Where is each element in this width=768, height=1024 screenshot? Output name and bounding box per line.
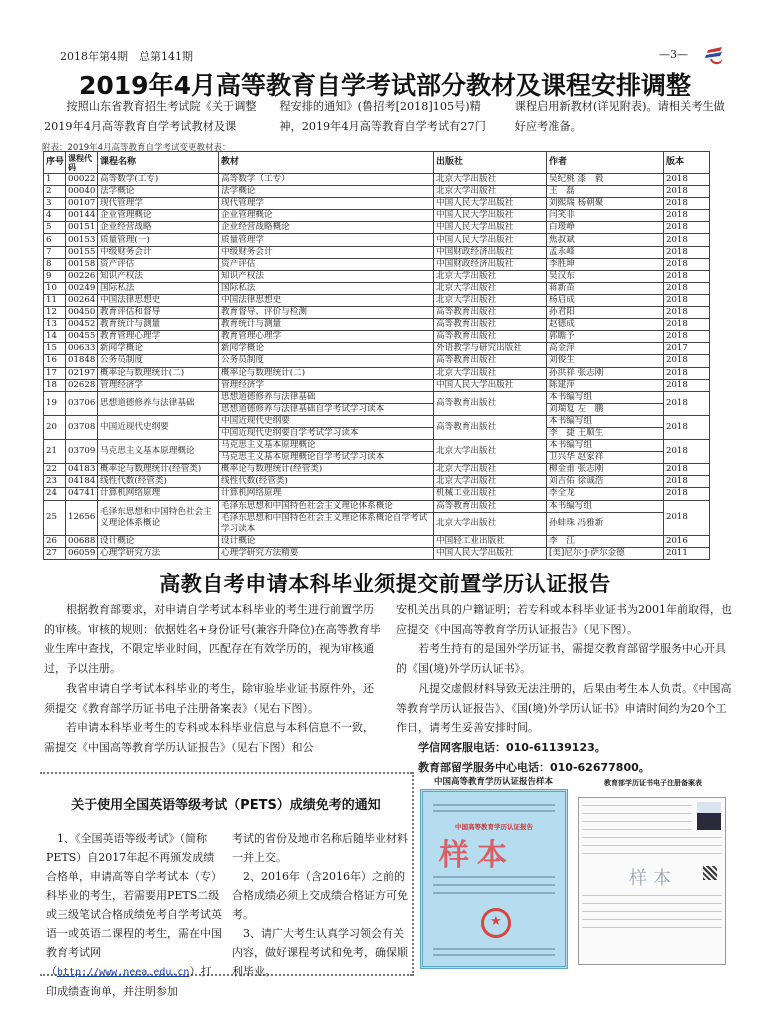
header-edition: 版本 xyxy=(664,152,710,174)
cell-course: 概率论与数理统计(二) xyxy=(98,367,219,379)
cell-course: 中级财务会计 xyxy=(98,246,219,258)
cell-author: 高金萍 xyxy=(547,343,664,355)
cell-textbook: 企业管理概论 xyxy=(219,210,434,222)
cell-course: 思想道德修养与法律基础 xyxy=(98,391,219,415)
cell-no: 17 xyxy=(44,367,66,379)
cell-course: 线性代数(经管类) xyxy=(98,476,219,488)
cell-no: 12 xyxy=(44,307,66,319)
form-row xyxy=(582,830,722,838)
cell-textbook: 公务员制度 xyxy=(219,355,434,367)
issue-label: 2018年第4期 总第141期 xyxy=(60,50,193,63)
cell-code: 04184 xyxy=(66,476,98,488)
official-seal-icon xyxy=(481,908,511,938)
cell-author: 刘俊生 xyxy=(547,355,664,367)
cell-textbook: 中国近现代史纲要 xyxy=(219,415,434,427)
cell-publisher: 中国人民大学出版社 xyxy=(434,210,547,222)
paragraph: 根据教育部要求，对申请自学考试本科毕业的考生进行前置学历的审核。审核的规则：依据姓名+身份证号(兼容升降位)在高等教育毕业生库中查找，不限定毕业时间，匹配存在有效学历的，视为审核通过，予以注册。 xyxy=(44,603,381,676)
table-row xyxy=(44,500,710,512)
cell-publisher: 高等教育出版社 xyxy=(434,391,547,415)
table-row xyxy=(44,391,710,403)
cell-publisher: 中国人民大学出版社 xyxy=(434,547,547,559)
text-line xyxy=(433,876,555,878)
article-intro xyxy=(44,97,734,137)
form-row xyxy=(582,838,722,846)
qr-code-icon xyxy=(703,866,717,880)
cell-textbook: 国际私法 xyxy=(219,282,434,294)
form-row xyxy=(582,904,722,912)
cell-edition: 2018 xyxy=(664,294,710,306)
page-number: —3— xyxy=(659,48,688,61)
pets-item-2: 2、2016年（含2016年）之前的合格成绩必须上交成绩合格证方可免考。 xyxy=(232,870,408,921)
cell-no: 8 xyxy=(44,258,66,270)
table-row xyxy=(44,488,710,500)
cell-textbook: 教育统计与测量 xyxy=(219,319,434,331)
cell-textbook: 思想道德修养与法律基础自学考试学习读本 xyxy=(219,403,434,415)
form-row xyxy=(582,920,722,928)
table-row xyxy=(44,294,710,306)
cell-course: 质量管理(一) xyxy=(98,234,219,246)
form-row xyxy=(582,806,692,814)
cell-author: 杨启成 xyxy=(547,294,664,306)
cell-code: 00633 xyxy=(66,343,98,355)
pets-item-1-cont: 考试的省份及地市名称后随毕业材料一并上交。 xyxy=(232,832,408,864)
cell-code: 12656 xyxy=(66,500,98,535)
form-row xyxy=(582,912,722,920)
cell-course: 心理学研究方法 xyxy=(98,547,219,559)
table-row xyxy=(44,367,710,379)
table-row xyxy=(44,355,710,367)
table-row xyxy=(44,307,710,319)
cell-no: 9 xyxy=(44,270,66,282)
cell-author: 刘吉佑 徐诚浩 xyxy=(547,476,664,488)
sample-documents xyxy=(416,775,734,975)
cell-course: 法学概论 xyxy=(98,186,219,198)
pets-left-column xyxy=(46,829,222,1001)
cell-no: 3 xyxy=(44,198,66,210)
header-textbook: 教材 xyxy=(219,152,434,174)
cell-textbook: 法学概论 xyxy=(219,186,434,198)
cell-author: 本书编写组 xyxy=(547,391,664,403)
paragraph: 安机关出具的户籍证明；若专科或本科毕业证书为2001年前取得，也应提交《中国高等教育学历认证报告》（见下图）。 xyxy=(396,603,732,636)
cell-publisher: 北京大学出版社 xyxy=(434,282,547,294)
cell-textbook: 思想道德修养与法律基础 xyxy=(219,391,434,403)
text-line xyxy=(433,954,555,956)
cell-author: 孟永峰 xyxy=(547,246,664,258)
cell-code: 03706 xyxy=(66,391,98,415)
cell-publisher: 高等教育出版社 xyxy=(434,319,547,331)
form-row xyxy=(582,814,692,822)
cell-textbook: 知识产权法 xyxy=(219,270,434,282)
cell-author: 赵德成 xyxy=(547,319,664,331)
cell-publisher: 北京大学出版社 xyxy=(434,270,547,282)
cell-textbook: 线性代数(经管类) xyxy=(219,476,434,488)
cell-publisher: 北京大学出版社 xyxy=(434,476,547,488)
table-row xyxy=(44,319,710,331)
cell-edition: 2018 xyxy=(664,222,710,234)
cell-no: 18 xyxy=(44,379,66,391)
cell-no: 23 xyxy=(44,476,66,488)
cell-author: 焦叔斌 xyxy=(547,234,664,246)
cell-textbook: 高等数学（工专） xyxy=(219,174,434,186)
divider xyxy=(412,772,414,976)
cell-code: 03709 xyxy=(66,440,98,464)
cell-publisher: 高等教育出版社 xyxy=(434,355,547,367)
cell-textbook: 教育管理心理学 xyxy=(219,331,434,343)
form-row xyxy=(582,846,722,854)
cell-publisher: 北京大学出版社 xyxy=(434,186,547,198)
cell-course: 设计概论 xyxy=(98,535,219,547)
cell-author: [美]尼尔·J·萨尔金德 xyxy=(547,547,664,559)
cell-textbook: 管理经济学 xyxy=(219,379,434,391)
cell-no: 5 xyxy=(44,222,66,234)
cell-no: 6 xyxy=(44,234,66,246)
paragraph: 若考生持有的是国外学历证书，需提交教育部留学服务中心开具的《国(境)外学历认证书》。 xyxy=(396,642,726,676)
cell-code: 00107 xyxy=(66,198,98,210)
table-row xyxy=(44,440,710,452)
table-row xyxy=(44,210,710,222)
cell-edition: 2018 xyxy=(664,476,710,488)
cell-course: 中国法律思想史 xyxy=(98,294,219,306)
paragraph: 我省申请自学考试本科毕业的考生，除审验毕业证书原件外，还须提交《教育部学历证书电子注册备案表》（见右下图）。 xyxy=(44,681,374,715)
cell-edition: 2018 xyxy=(664,234,710,246)
header-publisher: 出版社 xyxy=(434,152,547,174)
cell-edition: 2018 xyxy=(664,440,710,464)
text-line xyxy=(433,884,555,886)
table-row xyxy=(44,246,710,258)
cell-author: 本书编写组 xyxy=(547,440,664,452)
cell-no: 27 xyxy=(44,547,66,559)
cell-publisher: 中国人民大学出版社 xyxy=(434,379,547,391)
cell-code: 02197 xyxy=(66,367,98,379)
cell-textbook: 企业经营战略概论 xyxy=(219,222,434,234)
table-row xyxy=(44,464,710,476)
cell-code: 00688 xyxy=(66,535,98,547)
report-inner-title: 中国高等教育学历认证报告 xyxy=(455,823,533,831)
cell-textbook: 毛泽东思想和中国特色社会主义理论体系概论自学考试学习读本 xyxy=(219,512,434,535)
cell-publisher: 北京大学出版社 xyxy=(434,294,547,306)
table-row xyxy=(44,547,710,559)
cell-code: 00158 xyxy=(66,258,98,270)
cell-edition: 2018 xyxy=(664,270,710,282)
cell-edition: 2018 xyxy=(664,319,710,331)
cell-code: 02628 xyxy=(66,379,98,391)
cell-code: 00022 xyxy=(66,174,98,186)
cell-textbook: 毛泽东思想和中国特色社会主义理论体系概论 xyxy=(219,500,434,512)
table-row xyxy=(44,282,710,294)
cell-edition: 2018 xyxy=(664,415,710,439)
form-row xyxy=(582,822,692,830)
cell-textbook: 马克思主义基本原理概论 xyxy=(219,440,434,452)
cell-edition: 2018 xyxy=(664,500,710,535)
cell-publisher: 北京大学出版社 xyxy=(434,367,547,379)
cell-edition: 2018 xyxy=(664,464,710,476)
cell-code: 00153 xyxy=(66,234,98,246)
cell-publisher: 中国人民大学出版社 xyxy=(434,198,547,210)
cell-no: 25 xyxy=(44,500,66,535)
table-row xyxy=(44,415,710,427)
cell-publisher: 高等教育出版社 xyxy=(434,307,547,319)
cell-author: 刘瑞复 左 鹏 xyxy=(547,403,664,415)
cell-no: 15 xyxy=(44,343,66,355)
cell-edition: 2016 xyxy=(664,535,710,547)
text-line xyxy=(433,892,555,894)
cell-textbook: 计算机网络原理 xyxy=(219,488,434,500)
degree-left-column xyxy=(44,600,382,777)
degree-verification-body xyxy=(44,600,734,777)
cell-course: 企业经营战略 xyxy=(98,222,219,234)
pets-item-1-text: 1、《全国英语等级考试》（简称PETS）自2017年起不再颁发成绩合格单，申请高等自学考试本（专）科毕业的考生，若需要用PETS二级或三级笔试合格成绩免考自学考试英语一或英语二课程的考生，需在中国教育考试网（ xyxy=(46,832,222,978)
cell-no: 26 xyxy=(44,535,66,547)
cell-no: 21 xyxy=(44,440,66,464)
table-row xyxy=(44,331,710,343)
cell-textbook: 中国近现代史纲要自学考试学习读本 xyxy=(219,427,434,439)
cell-course: 企业管理概论 xyxy=(98,210,219,222)
table-row xyxy=(44,379,710,391)
cell-textbook: 中国法律思想史 xyxy=(219,294,434,306)
article-title-textbook-changes: 2019年4月高等教育自学考试部分教材及课程安排调整 xyxy=(79,71,691,100)
table-header-row xyxy=(44,152,710,174)
cell-textbook: 概率论与数理统计(二) xyxy=(219,367,434,379)
chsi-hotline: 学信网客服电话：010-61139123。 xyxy=(418,740,606,754)
table-caption: 附表：2019年4月高等教育自学考试变更教材表： xyxy=(42,143,231,153)
cell-edition: 2018 xyxy=(664,367,710,379)
cell-course: 概率论与数理统计(经管类) xyxy=(98,464,219,476)
page-header xyxy=(60,44,728,64)
report-sample-image xyxy=(420,789,568,969)
cell-no: 19 xyxy=(44,391,66,415)
table-row xyxy=(44,174,710,186)
cell-author: 孙君阳 xyxy=(547,307,664,319)
cell-publisher: 中国轻工业出版社 xyxy=(434,535,547,547)
textbook-change-table xyxy=(43,151,710,560)
cell-code: 01848 xyxy=(66,355,98,367)
cell-edition: 2018 xyxy=(664,379,710,391)
cell-edition: 2018 xyxy=(664,210,710,222)
publication-logo-icon xyxy=(702,44,728,68)
cell-publisher: 北京大学出版社 xyxy=(434,440,547,464)
cell-textbook: 马克思主义基本原理概论自学考试学习读本 xyxy=(219,452,434,464)
cell-author: 陈建萍 xyxy=(547,379,664,391)
cell-edition: 2018 xyxy=(664,307,710,319)
table-row xyxy=(44,222,710,234)
cell-course: 公务员制度 xyxy=(98,355,219,367)
cell-textbook: 资产评估 xyxy=(219,258,434,270)
record-sample-stamp: 样本 xyxy=(629,868,677,889)
text-line xyxy=(433,948,555,950)
table-row xyxy=(44,343,710,355)
cell-edition: 2011 xyxy=(664,547,710,559)
cell-edition: 2017 xyxy=(664,343,710,355)
cell-course: 新闻学概论 xyxy=(98,343,219,355)
cell-code: 00450 xyxy=(66,307,98,319)
cell-edition: 2018 xyxy=(664,355,710,367)
table-row xyxy=(44,234,710,246)
cell-author: 闫笑非 xyxy=(547,210,664,222)
pets-notice-title: 关于使用全国英语等级考试（PETS）成绩免考的通知 xyxy=(71,798,381,813)
intro-column-3: 课程启用新教材(详见附表)。请相关考生做好应考准备。 xyxy=(514,100,725,133)
cell-edition: 2018 xyxy=(664,488,710,500)
cell-code: 00264 xyxy=(66,294,98,306)
cell-no: 4 xyxy=(44,210,66,222)
header-author: 作者 xyxy=(547,152,664,174)
cell-edition: 2018 xyxy=(664,186,710,198)
cell-author: 柳金甫 张志刚 xyxy=(547,464,664,476)
cell-no: 11 xyxy=(44,294,66,306)
cell-code: 00151 xyxy=(66,222,98,234)
cell-author: 孙蚌珠 冯雅新 xyxy=(547,512,664,535)
cell-course: 计算机网络原理 xyxy=(98,488,219,500)
cell-code: 00144 xyxy=(66,210,98,222)
pets-item-3: 3、请广大考生认真学习领会有关内容，做好课程考试和免考，确保顺利毕业。 xyxy=(232,927,408,978)
pets-right-column xyxy=(232,829,408,1001)
cell-code: 00040 xyxy=(66,186,98,198)
pets-notice-body xyxy=(46,829,408,1001)
cell-code: 00452 xyxy=(66,319,98,331)
intro-column-1: 按照山东省教育招生考试院《关于调整2019年4月高等教育自学考试教材及课 xyxy=(44,100,257,133)
cell-author: 李全龙 xyxy=(547,488,664,500)
cell-edition: 2018 xyxy=(664,331,710,343)
cell-author: 蒋新苗 xyxy=(547,282,664,294)
cell-publisher: 高等教育出版社 xyxy=(434,331,547,343)
pets-notice-box xyxy=(40,772,412,998)
cell-textbook: 中级财务会计 xyxy=(219,246,434,258)
cell-no: 1 xyxy=(44,174,66,186)
cell-author: 本书编写组 xyxy=(547,500,664,512)
cell-author: 吴汉东 xyxy=(547,270,664,282)
cell-course: 现代管理学 xyxy=(98,198,219,210)
cell-publisher: 外语教学与研究出版社 xyxy=(434,343,547,355)
cell-textbook: 质量管理学 xyxy=(219,234,434,246)
cell-course: 资产评估 xyxy=(98,258,219,270)
paragraph: 若申请本科毕业考生的专科或本科毕业信息与本科信息不一致，需提交《中国高等教育学历认证报告》（见右下图）和公 xyxy=(44,721,374,754)
sample-stamp: 样本 xyxy=(439,838,515,873)
cell-textbook: 概率论与数理统计(经管类) xyxy=(219,464,434,476)
cell-code: 06059 xyxy=(66,547,98,559)
cell-author: 李 江 xyxy=(547,535,664,547)
cell-publisher: 机械工业出版社 xyxy=(434,488,547,500)
cell-publisher: 北京大学出版社 xyxy=(434,464,547,476)
article-title-degree-verification: 高教自考申请本科毕业须提交前置学历认证报告 xyxy=(159,572,611,596)
table-row xyxy=(44,186,710,198)
intro-column-2: 程安排的通知》(鲁招考[2018]105号)精神，2019年4月高等教育自学考试有27门 xyxy=(279,100,486,133)
cell-code: 04741 xyxy=(66,488,98,500)
cell-author: 李胜坤 xyxy=(547,258,664,270)
cell-author: 本书编写组 xyxy=(547,415,664,427)
cell-course: 教育统计与测量 xyxy=(98,319,219,331)
record-sample-image xyxy=(578,797,726,965)
cell-textbook: 新闻学概论 xyxy=(219,343,434,355)
cell-no: 24 xyxy=(44,488,66,500)
cell-publisher: 高等教育出版社 xyxy=(434,415,547,439)
cell-course: 教育管理心理学 xyxy=(98,331,219,343)
cell-textbook: 设计概论 xyxy=(219,535,434,547)
cell-code: 00249 xyxy=(66,282,98,294)
cell-course: 知识产权法 xyxy=(98,270,219,282)
table-row xyxy=(44,258,710,270)
cell-code: 00226 xyxy=(66,270,98,282)
cell-publisher: 中国财政经济出版社 xyxy=(434,258,547,270)
cell-textbook: 现代管理学 xyxy=(219,198,434,210)
cell-textbook: 心理学研究方法精要 xyxy=(219,547,434,559)
cell-course: 马克思主义基本原理概论 xyxy=(98,440,219,464)
cell-publisher: 中国人民大学出版社 xyxy=(434,222,547,234)
cell-author: 刘熙瑞 杨朝聚 xyxy=(547,198,664,210)
student-photo-icon xyxy=(697,802,721,830)
cell-author: 白瑷峥 xyxy=(547,222,664,234)
record-sample-caption: 教育部学历证书电子注册备案表 xyxy=(604,779,702,787)
pets-item-1-tail: ）打印成绩查询单，并注明参加 xyxy=(46,965,212,998)
cell-edition: 2018 xyxy=(664,391,710,415)
cell-edition: 2018 xyxy=(664,174,710,186)
cell-no: 7 xyxy=(44,246,66,258)
cell-code: 04183 xyxy=(66,464,98,476)
cscse-hotline: 教育部留学服务中心电话：010-62677800。 xyxy=(418,760,650,774)
cell-author: 孙洪祥 张志刚 xyxy=(547,367,664,379)
paragraph: 凡提交虚假材料导致无法注册的，后果由考生本人负责。《中国高等教育学历认证报告》、《国(境)外学历认证书》申请时间约为20个工作日，请考生妥善安排时间。 xyxy=(396,681,732,735)
form-row xyxy=(582,798,692,806)
cell-no: 16 xyxy=(44,355,66,367)
cell-author: 李 捷 王顺生 xyxy=(547,427,664,439)
cell-publisher: 高等教育出版社 xyxy=(434,500,547,512)
cell-course: 高等数学(工专) xyxy=(98,174,219,186)
text-line xyxy=(433,804,555,806)
cell-edition: 2018 xyxy=(664,198,710,210)
cell-publisher: 中国财政经济出版社 xyxy=(434,246,547,258)
cell-no: 2 xyxy=(44,186,66,198)
cell-course: 毛泽东思想和中国特色社会主义理论体系概论 xyxy=(98,500,219,535)
cell-author: 王 磊 xyxy=(547,186,664,198)
cell-edition: 2018 xyxy=(664,246,710,258)
cell-code: 00455 xyxy=(66,331,98,343)
degree-right-column xyxy=(396,600,734,777)
cell-course: 教育评估和督导 xyxy=(98,307,219,319)
table-row xyxy=(44,270,710,282)
header-course: 课程名称 xyxy=(98,152,219,174)
text-line xyxy=(433,810,555,812)
cell-publisher: 北京大学出版社 xyxy=(434,512,547,535)
cell-no: 10 xyxy=(44,282,66,294)
cell-publisher: 北京大学出版社 xyxy=(434,174,547,186)
report-sample-caption: 中国高等教育学历认证报告样本 xyxy=(433,777,553,787)
table-row xyxy=(44,198,710,210)
cell-edition: 2018 xyxy=(664,282,710,294)
cell-course: 国际私法 xyxy=(98,282,219,294)
cell-course: 管理经济学 xyxy=(98,379,219,391)
table-row xyxy=(44,476,710,488)
cell-no: 13 xyxy=(44,319,66,331)
cell-no: 20 xyxy=(44,415,66,439)
cell-author: 郭瞻予 xyxy=(547,331,664,343)
cell-publisher: 中国人民大学出版社 xyxy=(434,234,547,246)
cell-no: 22 xyxy=(44,464,66,476)
cell-course: 中国近现代史纲要 xyxy=(98,415,219,439)
cell-edition: 2018 xyxy=(664,258,710,270)
header-code: 课程代码 xyxy=(66,152,98,174)
cell-code: 03708 xyxy=(66,415,98,439)
cell-textbook: 教育督导、评价与检测 xyxy=(219,307,434,319)
neea-link[interactable]: http://www.neea.edu.cn xyxy=(57,967,190,978)
form-row xyxy=(582,896,722,904)
table-row xyxy=(44,535,710,547)
header-no: 序号 xyxy=(44,152,66,174)
cell-no: 14 xyxy=(44,331,66,343)
pets-item-1 xyxy=(46,829,222,1001)
cell-author: 卫兴华 赵家祥 xyxy=(547,452,664,464)
cell-author: 吴纪桃 漆 毅 xyxy=(547,174,664,186)
cell-code: 00155 xyxy=(66,246,98,258)
